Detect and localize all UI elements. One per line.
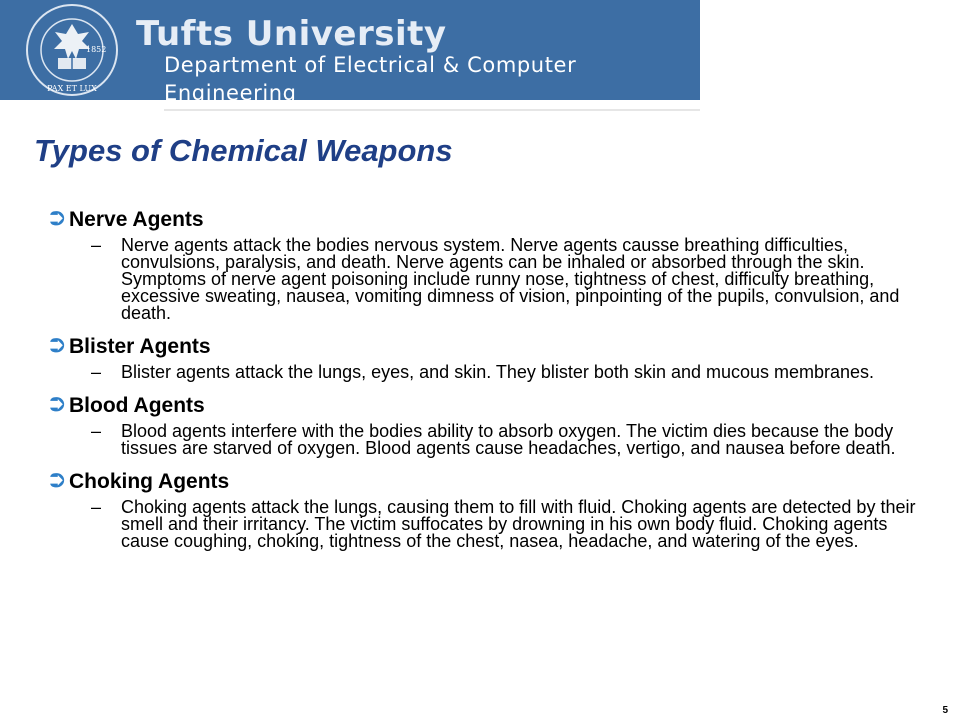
section-description: Choking agents attack the lungs, causing them to fill with fluid. Choking agents are detected by their smell and their irritancy. The victim suffocates by drowning in his own body fluid. Choking agents cause coughing, choking, tightness of the chest, nasea, headache, and watering of the eyes. xyxy=(121,497,916,551)
section-choking-agents xyxy=(50,469,930,550)
sub-bullet-dash: – xyxy=(91,362,102,382)
section-blister-agents xyxy=(50,334,930,381)
university-seal-logo xyxy=(16,2,128,98)
header-banner xyxy=(0,0,700,105)
department-name: Department of Electrical & Computer Engineering xyxy=(164,51,700,111)
section-description: Blood agents interfere with the bodies ability to absorb oxygen. The victim dies because the body tissues are starved of oxygen. Blood agents cause headaches, vertigo, and nausea before death. xyxy=(121,421,896,458)
sub-bullet-dash: – xyxy=(91,497,102,517)
page-number: 5 xyxy=(942,705,948,716)
slide-title: Types of Chemical Weapons xyxy=(34,133,453,168)
section-blood-agents xyxy=(50,393,930,457)
bullet-arrow-icon: ⮊ xyxy=(50,209,65,230)
section-nerve-agents xyxy=(50,207,930,322)
svg-text:PAX ET LUX: PAX ET LUX xyxy=(47,84,97,93)
bullet-arrow-icon: ⮊ xyxy=(50,471,65,492)
section-heading: Nerve Agents xyxy=(69,208,204,231)
svg-text:1852: 1852 xyxy=(86,45,107,54)
section-heading: Choking Agents xyxy=(69,470,230,493)
section-description: Blister agents attack the lungs, eyes, and skin. They blister both skin and mucous membranes. xyxy=(121,362,875,382)
sub-bullet-dash: – xyxy=(91,235,102,255)
bullet-arrow-icon: ⮊ xyxy=(50,336,65,357)
university-name: Tufts University xyxy=(136,14,447,54)
bullet-arrow-icon: ⮊ xyxy=(50,395,65,416)
sub-bullet-dash: – xyxy=(91,421,102,441)
section-heading: Blister Agents xyxy=(69,335,211,358)
section-description: Nerve agents attack the bodies nervous system. Nerve agents causse breathing difficulties, convulsions, paralysis, and death. Nerve agents can be inhaled or absorbed through the skin. Symptoms of nerve agent poisoning include runny nose, tightness of chest, difficulty breathing, excessive sweating, nausea, vomiting dimness of vision, pinpointing of the pupils, convulsion, and death. xyxy=(121,235,900,323)
section-heading: Blood Agents xyxy=(69,394,205,417)
slide-content xyxy=(50,207,930,562)
